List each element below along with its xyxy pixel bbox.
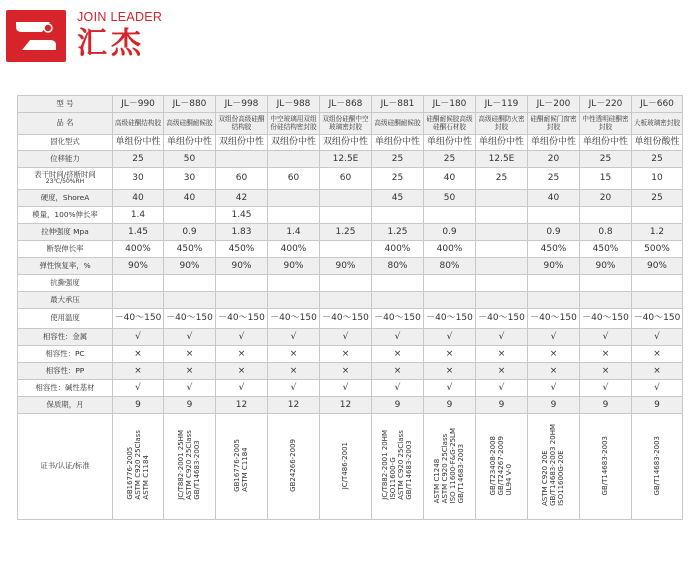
table-cell: 12 [216,397,268,414]
table-cell: × [372,346,424,363]
table-cell: √ [424,380,476,397]
table-cell: 12.5E [476,151,528,168]
row-label: 相容性：PP [18,363,113,380]
table-cell: －40～150 [424,309,476,329]
table-cell: 25 [372,151,424,168]
table-cell: √ [632,329,683,346]
cert-text: JC/T486-2001 [341,441,350,489]
table-cell: 9 [476,397,528,414]
table-cell [372,292,424,309]
table-cell: －40～150 [372,309,424,329]
table-cell: 60 [268,168,320,190]
table-cell: 90% [528,258,580,275]
cert-row [18,414,683,520]
table-cell [164,275,216,292]
table-row [18,224,683,241]
cert-cell [632,414,683,520]
table-cell: 40 [424,168,476,190]
row-label: 硬度，ShoreA [18,190,113,207]
row-sublabel: 23℃/50%RH [45,178,85,186]
brand-name-en: JOIN LEADER [77,10,163,24]
row-label: 表干时间/挤断时间 23℃/50%RH [18,168,113,190]
table-cell: －40～150 [164,309,216,329]
table-cell: × [528,346,580,363]
table-cell: 1.2 [632,224,683,241]
table-row [18,151,683,168]
table-row [18,380,683,397]
table-cell: －40～150 [476,309,528,329]
table-cell [476,190,528,207]
table-cell: √ [528,380,580,397]
table-cell: 25 [580,151,632,168]
table-cell: 高级硅酮防火密封胶 [476,113,528,135]
table-cell: 400% [424,241,476,258]
cert-text: GB/T23408-2008 GB/T24267-2009 UL94 V-0 [489,435,514,495]
table-cell: √ [632,380,683,397]
model-header: JL－881 [372,96,424,113]
table-cell: √ [528,329,580,346]
model-header: JL－990 [113,96,164,113]
table-cell: 400% [372,241,424,258]
table-cell: 0.9 [528,224,580,241]
table-cell: 20 [528,151,580,168]
table-cell: －40～150 [528,309,580,329]
table-cell [268,190,320,207]
table-cell: 1.25 [320,224,372,241]
table-row [18,207,683,224]
table-cell: 12 [268,397,320,414]
table-row [18,397,683,414]
table-cell: 1.4 [113,207,164,224]
table-cell: 50 [424,190,476,207]
row-label: 使用温度 [18,309,113,329]
table-cell: √ [476,329,528,346]
table-cell [320,207,372,224]
table-row [18,346,683,363]
cert-cell [268,414,320,520]
table-cell: 40 [528,190,580,207]
row-label: 弹性恢复率，% [18,258,113,275]
table-cell: × [113,363,164,380]
table-cell: －40～150 [268,309,320,329]
table-cell [320,241,372,258]
table-cell: 0.8 [580,224,632,241]
model-header: JL－880 [164,96,216,113]
table-row [18,363,683,380]
table-cell: 双组份中性 [216,135,268,151]
table-cell: × [164,346,216,363]
cert-cell [528,414,580,520]
cert-text: GB/T14683-2003 [652,435,661,495]
table-cell: √ [113,380,164,397]
table-cell: 25 [113,151,164,168]
row-label: 固化型式 [18,135,113,151]
table-cell: × [268,346,320,363]
spec-table [17,95,682,520]
header [0,0,700,78]
table-cell: × [580,363,632,380]
table-cell: 硅酮耐候胶高级硅酮石材胶 [424,113,476,135]
table-cell: －40～150 [320,309,372,329]
table-row [18,309,683,329]
table-cell [372,207,424,224]
table-cell: × [320,363,372,380]
table-cell [476,224,528,241]
table-cell: 25 [424,151,476,168]
table-cell: √ [164,380,216,397]
table-cell [476,207,528,224]
table-cell: 双组份硅酮中空玻璃密封胶 [320,113,372,135]
row-label: 证书/认证/标准 [18,414,113,520]
table-cell: 单组份中性 [113,135,164,151]
table-cell: 90% [164,258,216,275]
table-cell [216,292,268,309]
table-cell: 硅酮耐候门窗密封胶 [528,113,580,135]
cert-text: JC/T882-2001 20HM ISO11600-G ASTM C920 25Class GB/T14683-2003 [381,430,414,501]
table-cell: 30 [164,168,216,190]
table-cell: 40 [113,190,164,207]
table-cell: √ [320,380,372,397]
table-cell [320,275,372,292]
table-row [18,258,683,275]
table-cell: 1.25 [372,224,424,241]
table-cell: 450% [528,241,580,258]
table-cell: × [632,346,683,363]
logo-icon [6,10,66,62]
table-cell [476,258,528,275]
table-cell: 90% [113,258,164,275]
table-cell [164,292,216,309]
table-cell [164,207,216,224]
table-cell: 90% [632,258,683,275]
table-cell [268,292,320,309]
table-cell [476,292,528,309]
table-cell: × [632,363,683,380]
table-cell: 25 [528,168,580,190]
cert-cell [113,414,164,520]
table-cell: √ [268,329,320,346]
table-cell [632,207,683,224]
table-cell: 90% [268,258,320,275]
row-label: 断裂伸长率 [18,241,113,258]
cert-text: GB16776-2005 ASTM C1184 [233,438,250,492]
table-cell: 9 [528,397,580,414]
model-header: JL－180 [424,96,476,113]
table-row [18,135,683,151]
table-cell: －40～150 [632,309,683,329]
table-cell: × [476,346,528,363]
table-cell: 9 [113,397,164,414]
cert-text: GB16776-2005 ASTM C920 25Class ASTM C1184 [125,430,151,501]
table-cell: 0.9 [164,224,216,241]
cert-text: ASTM C920 20E GB/T14683-2003 20HM ISO11600G-20E [541,424,566,507]
table-cell [372,275,424,292]
table-cell: × [424,346,476,363]
table-cell: √ [320,329,372,346]
table-cell: 中性透明硅酮密封胶 [580,113,632,135]
table-cell: 400% [113,241,164,258]
table-row [18,190,683,207]
table-cell [528,275,580,292]
table-cell: √ [580,329,632,346]
table-cell [113,275,164,292]
table-cell: 10 [632,168,683,190]
table-cell [476,241,528,258]
table-row [18,329,683,346]
table-cell: √ [580,380,632,397]
table-cell [632,275,683,292]
table-cell: × [216,363,268,380]
table-cell: × [320,346,372,363]
table-cell [424,207,476,224]
column-header-model: 型 号 [18,96,113,113]
table-cell: 45 [372,190,424,207]
table-cell [424,275,476,292]
table-cell: √ [164,329,216,346]
table-cell: 单组份中性 [476,135,528,151]
table-cell: 单组份中性 [580,135,632,151]
table-cell: √ [216,329,268,346]
row-label: 相容性：碱性基材 [18,380,113,397]
table-cell: 60 [216,168,268,190]
cert-text: GB/T14683-2003 [601,435,610,495]
table-cell [320,292,372,309]
table-cell: 30 [113,168,164,190]
table-cell: × [216,346,268,363]
table-row [18,275,683,292]
table-cell: 单组份中性 [164,135,216,151]
cert-cell [424,414,476,520]
table-cell: 高级硅酮耐候胶 [372,113,424,135]
model-header: JL－660 [632,96,683,113]
row-label: 相容性：PC [18,346,113,363]
cert-cell [580,414,632,520]
table-cell: √ [216,380,268,397]
table-cell: × [164,363,216,380]
table-cell: 1.45 [113,224,164,241]
table-cell: × [528,363,580,380]
table-cell: 高级硅酮结构胶 [113,113,164,135]
table-cell [580,275,632,292]
table-cell: × [113,346,164,363]
table-row [18,168,683,190]
table-cell: 90% [320,258,372,275]
table-cell [216,151,268,168]
table-cell: 50 [164,151,216,168]
table-cell: × [268,363,320,380]
cert-text: GB24266-2009 [289,438,298,492]
table-cell: 450% [580,241,632,258]
table-cell: 双组份中性 [320,135,372,151]
table-cell: 90% [216,258,268,275]
row-label: 保质期，月 [18,397,113,414]
table-cell: 42 [216,190,268,207]
table-cell: －40～150 [113,309,164,329]
table-cell: 1.83 [216,224,268,241]
table-cell [268,275,320,292]
table-cell [424,292,476,309]
model-header: JL－200 [528,96,580,113]
table-cell [580,207,632,224]
table-cell: √ [372,329,424,346]
table-cell: 25 [632,190,683,207]
row-label: 抗撕强度 [18,275,113,292]
table-cell [113,292,164,309]
table-row [18,292,683,309]
table-cell: 80% [424,258,476,275]
table-cell: 25 [632,151,683,168]
table-cell: 400% [268,241,320,258]
table-cell: 单组份酸性 [632,135,683,151]
table-cell: 9 [580,397,632,414]
model-header: JL－119 [476,96,528,113]
table-cell [268,151,320,168]
table-cell: × [424,363,476,380]
cert-cell [164,414,216,520]
table-cell [216,275,268,292]
brand-name-cn: 汇杰 [77,26,145,61]
table-cell: 40 [164,190,216,207]
table-cell: 单组份中性 [424,135,476,151]
table-cell: 25 [476,168,528,190]
table-cell: 双组份高级硅酮结构胶 [216,113,268,135]
table-cell: 大板玻璃密封胶 [632,113,683,135]
table-cell: √ [372,380,424,397]
model-header: JL－220 [580,96,632,113]
table-cell: 450% [216,241,268,258]
table-cell: 20 [580,190,632,207]
model-header: JL－868 [320,96,372,113]
table-header-row [18,96,683,113]
table-cell: 单组份中性 [528,135,580,151]
table-cell: 单组份中性 [372,135,424,151]
table-cell: 500% [632,241,683,258]
row-label: 位移能力 [18,151,113,168]
table-cell [528,207,580,224]
table-cell: √ [424,329,476,346]
table-cell: 1.45 [216,207,268,224]
cert-cell [476,414,528,520]
row-label: 拉伸强度 Mpa [18,224,113,241]
table-cell [528,292,580,309]
table-cell: √ [476,380,528,397]
table-cell: 9 [372,397,424,414]
table-cell: －40～150 [216,309,268,329]
table-cell: √ [268,380,320,397]
table-row [18,241,683,258]
table-cell: 60 [320,168,372,190]
cert-cell [372,414,424,520]
table-cell: 25 [372,168,424,190]
table-cell [632,292,683,309]
table-row [18,113,683,135]
table-cell [580,292,632,309]
table-cell: 1.4 [268,224,320,241]
table-cell: 9 [632,397,683,414]
cert-cell [216,414,268,520]
table-cell: 中空玻璃用双组份硅结构密封胶 [268,113,320,135]
table-cell: 9 [424,397,476,414]
table-cell: 高级硅酮耐候胶 [164,113,216,135]
table-cell [476,275,528,292]
table-cell: －40～150 [580,309,632,329]
row-label: 品 名 [18,113,113,135]
cert-text: ASTM C1248 ASTM C920 25Class ISO 11600-F&G-25LM GB/T14683-2003 [433,427,466,503]
row-label: 相容性：金属 [18,329,113,346]
table-cell: 90% [580,258,632,275]
table-cell: 12.5E [320,151,372,168]
table-cell: 0.9 [424,224,476,241]
table-cell: × [372,363,424,380]
table-cell [268,207,320,224]
table-cell: 80% [372,258,424,275]
table-cell: 450% [164,241,216,258]
table-cell: 12 [320,397,372,414]
model-header: JL－998 [216,96,268,113]
table-cell: 双组份中性 [268,135,320,151]
cert-text: JC/T882-2001 25HM ASTM C920 25Class GB/T14683-2003 [177,430,202,501]
table-cell [320,190,372,207]
cert-cell [320,414,372,520]
table-cell: √ [113,329,164,346]
table-cell: × [476,363,528,380]
table-cell: 15 [580,168,632,190]
model-header: JL－988 [268,96,320,113]
row-label: 最大承压 [18,292,113,309]
table-cell: × [580,346,632,363]
table-cell: 9 [164,397,216,414]
row-label: 模量，100%伸长率 [18,207,113,224]
